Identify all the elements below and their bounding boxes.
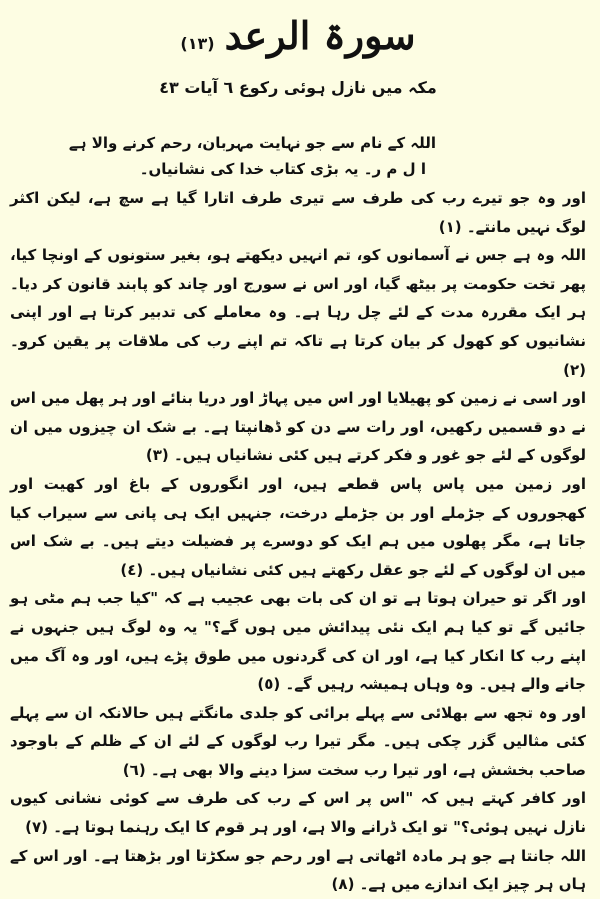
verse-6: اور وہ تجھ سے بھلائی سے پہلے برائی کو جلدی مانگتے ہیں حالانکہ ان سے پہلے کئی مثالیں گزر چکی ہیں۔ مگر تیرا رب لوگوں کے لئے ان کے ظلم کے باوجود صاحب بخشش ہے، اور تیرا رب سخت سزا دینے والا بھی ہے۔ (٦) — [10, 703, 586, 779]
surah-subtitle: مکہ میں نازل ہوئی رکوع ٦ آیات ٤٣ — [159, 78, 437, 97]
verse-5: اور اگر تو حیران ہوتا ہے تو ان کی بات بھی عجیب ہے کہ "کیا جب ہم مٹی ہو جائیں گے تو کیا ہم ایک نئی پیدائش میں ہوں گے؟" یہ وہ لوگ ہیں جنہوں نے اپنے رب کا انکار کیا ہے، اور ان کی گردنوں میں طوق پڑے ہیں، اور وہ آگ میں جانے والے ہیں۔ وہ وہاں ہمیشہ رہیں گے۔ (٥) — [10, 589, 586, 694]
surah-title: سورۃ الرعد — [224, 13, 416, 58]
surah-header — [10, 10, 586, 68]
bismillah: اللہ کے نام سے جو نہایت مہربان، رحم کرنے والا ہے — [68, 134, 436, 152]
verse-2: اللہ وہ ہے جس نے آسمانوں کو، تم انہیں دیکھتے ہو، بغیر ستونوں کے اونچا کیا، پھر تخت حکومت پر بیٹھ گیا، اور اس نے سورج اور چاند کو پابند قانون کر دیا۔ ہر ایک مقررہ مدت کے لئے چل رہا ہے۔ وہ معاملے کی تدبیر کرتا ہے اور اپنی نشانیوں کو کھول کر بیان کرتا ہے تاکہ تم اپنے رب کی ملاقات پر یقین کرو۔ (٢) — [10, 246, 586, 379]
intro-line: ا ل م ر۔ یہ بڑی کتاب خدا کی نشانیاں۔ — [139, 160, 426, 178]
verse-7: اور کافر کہتے ہیں کہ "اس پر اس کے رب کی طرف سے کوئی نشانی کیوں نازل نہیں ہوئی؟" تو ایک ڈرانے والا ہے، اور ہر قوم کا ایک رہنما ہوتا ہے۔ (٧) — [10, 789, 586, 837]
surah-number: (١٣) — [180, 34, 215, 53]
verses — [10, 184, 586, 899]
verse-3: اور اسی نے زمین کو پھیلایا اور اس میں پہاڑ اور دریا بنائے اور ہر پھل میں اس نے دو قسمیں رکھیں، اور رات سے دن کو ڈھانپتا ہے۔ بے شک ان چیزوں میں ان لوگوں کے لئے جو غور و فکر کرتے ہیں کئی نشانیاں ہیں۔ (٣) — [10, 389, 586, 465]
verse-1: اور وہ جو تیرے رب کی طرف سے تیری طرف اتارا گیا ہے سچ ہے، لیکن اکثر لوگ نہیں مانتے۔ (١) — [10, 189, 586, 236]
verse-8: اللہ جانتا ہے جو ہر مادہ اٹھاتی ہے اور رحم جو سکڑتا اور بڑھتا ہے۔ اور اس کے ہاں ہر چیز ایک اندازے میں ہے۔ (٨) — [10, 846, 586, 894]
verse-4: اور زمین میں پاس پاس قطعے ہیں، اور انگوروں کے باغ اور کھیت اور کھجوروں کے جڑملے اور بن جڑملے درخت، جنہیں ایک ہی پانی سے سیراب کیا جاتا ہے، مگر پھلوں میں ہم ایک کو دوسرے پر فضیلت دیتے ہیں۔ بے شک اس میں ان لوگوں کے لئے جو عقل رکھتے ہیں کئی نشانیاں ہیں۔ (٤) — [10, 474, 586, 579]
